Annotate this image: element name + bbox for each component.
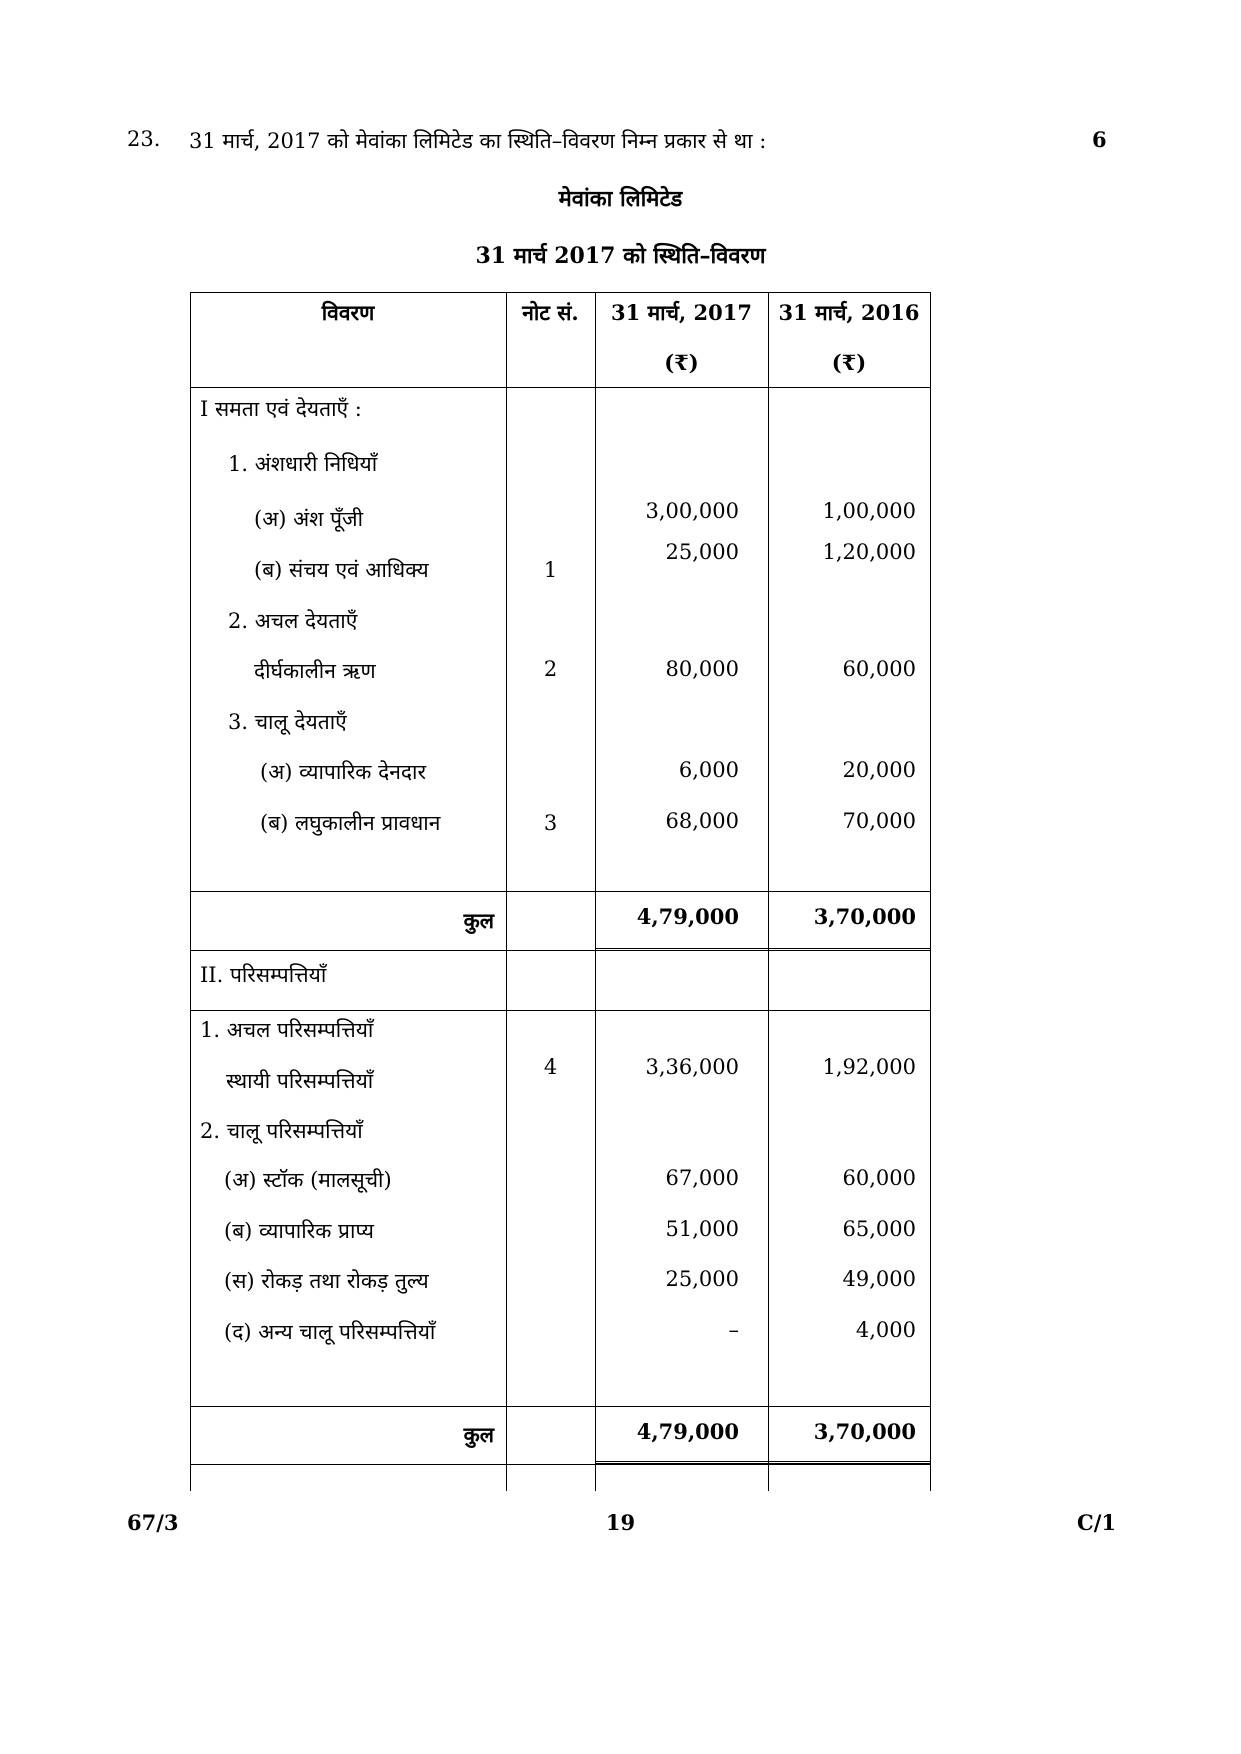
footer-page-number: 19 <box>605 1510 636 1535</box>
row-label: 2. चालू परिसम्पत्तियाँ <box>200 1119 363 1143</box>
row-value-2016: 70,000 <box>842 809 916 833</box>
row-value-2016: 20,000 <box>842 758 916 782</box>
row-value-2016: 49,000 <box>842 1267 916 1291</box>
section1-heading: I समता एवं देयताएँ : <box>200 397 362 421</box>
company-name: मेवांका लिमिटेड <box>558 186 683 212</box>
row-value-2017: 3,00,000 <box>645 499 739 523</box>
row-value-2016: 60,000 <box>842 1166 916 1190</box>
total1-label: कुल <box>463 908 494 933</box>
row-note: 1 <box>543 558 558 582</box>
header-currency-2017: (₹) <box>664 350 699 375</box>
table-border-bottom <box>190 1464 931 1465</box>
footer-code: 67/3 <box>127 1510 179 1535</box>
total2-top-rule <box>190 1406 931 1407</box>
row-label: (अ) अंश पूँजी <box>254 507 364 531</box>
row-value-2016: 4,000 <box>855 1318 916 1342</box>
total1-value-2016: 3,70,000 <box>813 904 916 929</box>
row-label: (अ) स्टॉक (मालसूची) <box>224 1168 392 1192</box>
section2-top-rule <box>190 950 931 951</box>
row-note: 4 <box>543 1055 558 1079</box>
header-rule <box>190 387 931 388</box>
row-value-2017: 6,000 <box>678 758 739 782</box>
header-currency-2016: (₹) <box>831 350 867 375</box>
total2-value-2016: 3,70,000 <box>813 1419 916 1444</box>
row-value-2017: 25,000 <box>665 1267 739 1291</box>
header-2016: 31 मार्च, 2016 <box>778 300 920 325</box>
header-note: नोट सं. <box>522 300 579 325</box>
header-particulars: विवरण <box>321 300 375 325</box>
row-value-2017: 68,000 <box>665 809 739 833</box>
row-value-2017: 67,000 <box>665 1166 739 1190</box>
row-note: 2 <box>543 657 558 681</box>
total1-value-2017: 4,79,000 <box>636 904 739 929</box>
row-label: (ब) संचय एवं आधिक्य <box>254 558 429 582</box>
row-value-2016: 1,20,000 <box>822 540 916 564</box>
total2-bottom-rule <box>595 1461 931 1464</box>
table-border-top <box>190 292 931 293</box>
statement-title: 31 मार्च 2017 को स्थिति–विवरण <box>475 243 766 269</box>
row-label: (ब) लघुकालीन प्रावधान <box>260 811 441 835</box>
row-label: (अ) व्यापारिक देनदार <box>260 760 427 784</box>
question-number: 23. <box>127 127 161 151</box>
footer-set: C/1 <box>1077 1510 1116 1535</box>
row-value-2017: 51,000 <box>665 1217 739 1241</box>
row-value-2017: 80,000 <box>665 657 739 681</box>
row-label: (ब) व्यापारिक प्राप्य <box>224 1219 374 1243</box>
row-value-2016: 65,000 <box>842 1217 916 1241</box>
row-value-2017: 3,36,000 <box>645 1055 739 1079</box>
question-text: 31 मार्च, 2017 को मेवांका लिमिटेड का स्थिति–विवरण निम्न प्रकार से था : <box>189 129 767 153</box>
balance-sheet-table <box>190 292 946 1491</box>
row-label: स्थायी परिसम्पत्तियाँ <box>226 1069 374 1093</box>
total2-label: कुल <box>463 1422 494 1447</box>
row-label: (स) रोकड़ तथा रोकड़ तुल्य <box>224 1269 429 1293</box>
total2-value-2017: 4,79,000 <box>636 1419 739 1444</box>
row-value-2016: 60,000 <box>842 657 916 681</box>
row-label: 1. अंशधारी निधियाँ <box>228 452 378 476</box>
total1-top-rule <box>190 891 931 892</box>
row-value-2016: 1,00,000 <box>822 499 916 523</box>
row-label: 2. अचल देयताएँ <box>228 609 358 633</box>
question-marks: 6 <box>1092 127 1107 152</box>
row-label: दीर्घकालीन ऋण <box>254 659 376 683</box>
row-value-2017: 25,000 <box>665 540 739 564</box>
row-value-2016: 1,92,000 <box>822 1055 916 1079</box>
row-label: 1. अचल परिसम्पत्तियाँ <box>200 1018 374 1042</box>
row-label: 3. चालू देयताएँ <box>228 710 347 734</box>
row-label: (द) अन्य चालू परिसम्पत्तियाँ <box>224 1320 436 1344</box>
header-2017: 31 मार्च, 2017 <box>611 300 752 325</box>
row-value-2017: – <box>728 1318 739 1342</box>
section2-heading-rule <box>190 1010 931 1011</box>
row-note: 3 <box>543 811 558 835</box>
section2-heading: II. परिसम्पत्तियाँ <box>200 963 327 987</box>
